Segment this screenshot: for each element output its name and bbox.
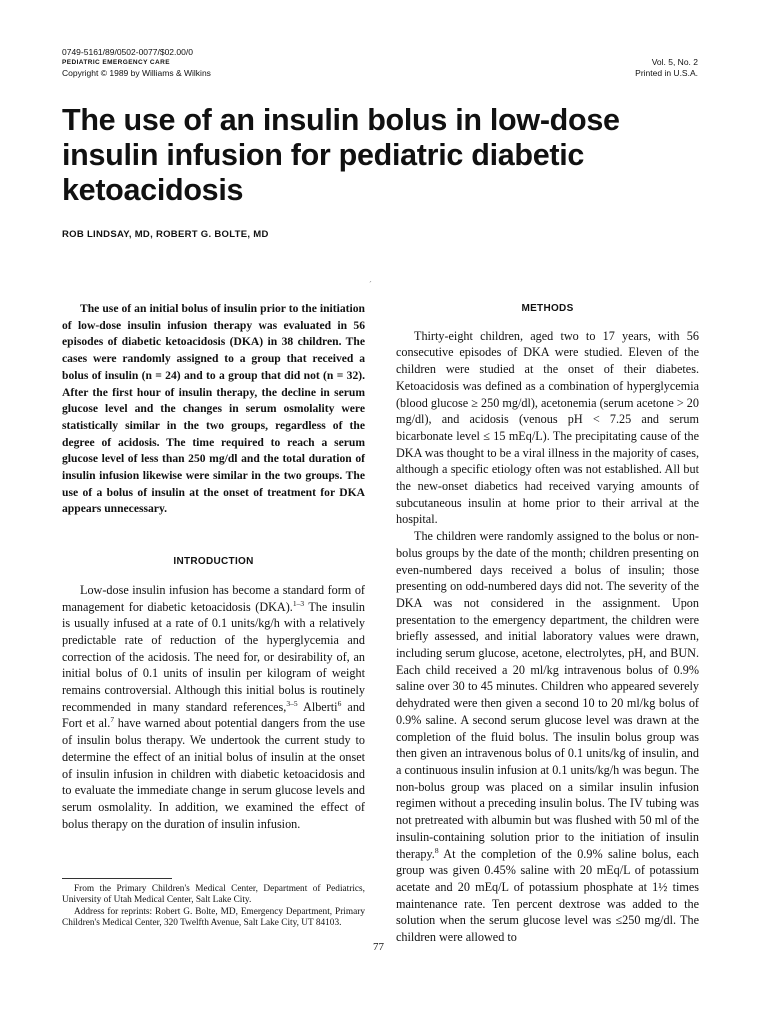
volume: Vol. 5, No. 2	[651, 57, 698, 67]
methods-text-2: At the completion of the 0.9% saline bolus, each group was given 0.45% saline with 20 mEq/L of potassium acetate and 20 mEq/L of potassium phosphate at 1½ times maintenance rate. Ten percent dextrose was added to the solution when the serum glucose level was ≤250 mg/dl. The children were allowed to	[396, 846, 699, 945]
citation: 3–5	[286, 698, 298, 708]
footnote	[62, 884, 365, 929]
reprint-address: Address for reprints: Robert G. Bolte, MD, Emergency Department, Primary Children's Medical Center, 320 Twelfth Avenue, Salt Lake City, UT 84103.	[62, 906, 365, 928]
journal-header	[62, 47, 211, 79]
intro-text-2: The insulin is usually infused at a rate of 0.1 units/kg/h with a relatively predictable rate of reduction of the hyperglycemia and correction of the acidosis. The need for, or desirability of, an initial bolus of 0.1 units of insulin per kilogram of weight remains controversial. Although this initial bolus is routinely recommended in many standard references,	[62, 599, 365, 714]
abstract: The use of an initial bolus of insulin prior to the initiation of low-dose insulin infusion therapy was evaluated in 56 episodes of diabetic ketoacidosis (DKA) in 38 children. The cases were randomly assigned to a group that received a bolus of insulin (n = 24) and to a group that did not (n = 32). After the first hour of insulin therapy, the decline in serum glucose level and the changes in serum osmolality were statistically similar in the two groups, regardless of the degree of acidosis. The time required to reach a serum glucose level of less than 250 mg/dl and the total duration of insulin infusion likewise were similar in the two groups. The use of a bolus of insulin at the onset of treatment for DKA appears unnecessary.	[62, 302, 365, 516]
citation: 1–3	[292, 598, 305, 608]
printed-in: Printed in U.S.A.	[635, 67, 698, 78]
methods-text-1: The children were randomly assigned to the bolus or non-bolus groups by the date of the month; children presenting on even-numbered days received a bolus of insulin; those presenting on odd-numbered days did not. The severity of the DKA was not considered in the assignment. Upon presentation to the emergency department, the children were briefly assessed, and initial laboratory values were drawn, including serum glucose, acetone, electrolytes, pH, and BUN. Each child received a 20 ml/kg intravenous bolus of 0.9% saline over 30 to 45 minutes. Children who appeared severely dehydrated were then given a second 10 to 20 ml/kg bolus of 0.9% saline. A second serum glucose level was drawn at the completion of the fluid bolus. The insulin bolus group was then given an intravenous bolus of 0.1 units/kg of insulin, and a continuous insulin infusion at 0.1 units/kg/h was begun. The non-bolus group was placed on a similar insulin infusion regimen without a preceding insulin bolus. The IV tubing was not pretreated with albumin but was flushed with 50 ml of the insulin-containing solution prior to the initiation of insulin therapy.	[396, 529, 699, 861]
page-number: 77	[373, 941, 384, 953]
intro-text-3: Alberti	[297, 699, 338, 714]
methods-paragraph-2	[396, 528, 699, 946]
right-column	[396, 301, 699, 946]
authors: ROB LINDSAY, MD, ROBERT G. BOLTE, MD	[62, 229, 269, 240]
intro-text-4: and Fort et al.	[62, 699, 366, 731]
footnote-divider	[62, 878, 172, 879]
intro-text-1: Low-dose insulin infusion has become a standard form of management for diabetic ketoacidosis (DKA).	[62, 582, 365, 614]
journal-name: PEDIATRIC EMERGENCY CARE	[62, 58, 170, 66]
affiliation: From the Primary Children's Medical Center, Department of Pediatrics, University of Utah Medical Center, Salt Lake City.	[62, 884, 365, 906]
stray-mark: ´	[369, 280, 372, 289]
citation: 8	[434, 845, 439, 855]
methods-paragraph-1: Thirty-eight children, aged two to 17 years, with 56 consecutive episodes of DKA were studied. Eleven of the children were studied at the onset of their diabetes. Ketoacidosis was defined as a combination of hyperglycemia (blood glucose ≥ 250 mg/dl), acetonemia (serum acetone > 20 mg/dl), and acidosis (venous pH < 7.25 and serum bicarbonate level ≤ 15 mEq/L). The precipitating cause of the DKA was thought to be a viral illness in the majority of cases, although a specific etiology often was not established. All but the new-onset diabetics had received varying amounts of subcutaneous insulin at home prior to their arrival at the hospital.	[396, 328, 699, 527]
copyright: Copyright © 1989 by Williams & Wilkins	[62, 68, 211, 78]
article-code: 0749-5161/89/0502-0077/$02.00/0	[62, 47, 193, 57]
methods-heading: METHODS	[521, 303, 574, 314]
intro-text-5: have warned about potential dangers from the use of insulin bolus therapy. We undertook the current study to determine the effect of an initial bolus of insulin at the onset of insulin infusion in children with diabetic ketoacidosis and to evaluate the immediate change in serum glucose levels and serum osmolality. In addition, we examined the effect of bolus therapy on the duration of insulin infusion.	[62, 716, 365, 831]
citation: 6	[337, 698, 342, 708]
left-column	[62, 301, 365, 832]
introduction-paragraph	[62, 582, 365, 833]
issue-info	[635, 57, 698, 78]
article-title: The use of an insulin bolus in low-dose insulin infusion for pediatric diabetic ketoacidosis	[62, 103, 620, 207]
introduction-heading: INTRODUCTION	[173, 556, 254, 568]
citation: 7	[110, 715, 115, 725]
